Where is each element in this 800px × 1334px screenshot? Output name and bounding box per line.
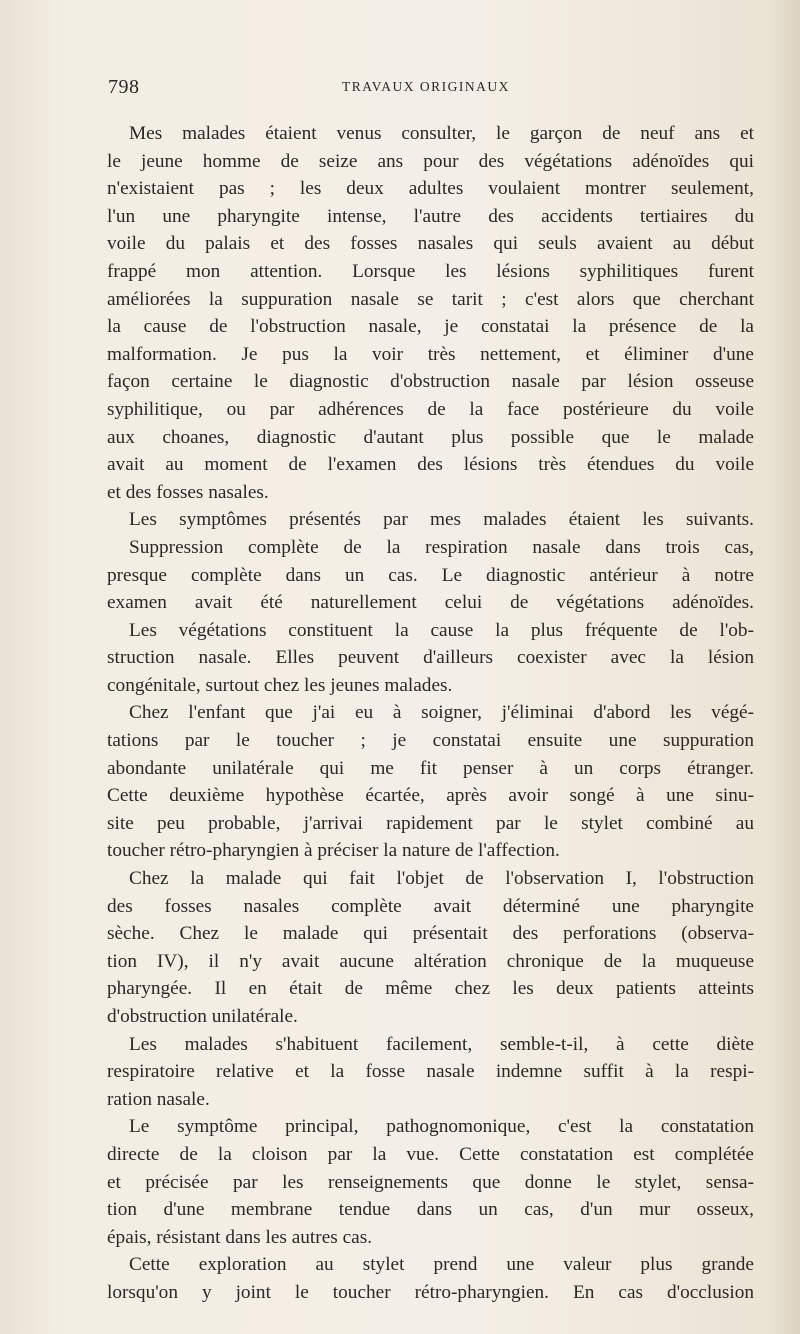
- text-line: des fosses nasales complète avait déterminé une pharyngite: [107, 895, 754, 917]
- text-line: Mes malades étaient venus consulter, le garçon de neuf ans et: [129, 123, 754, 144]
- text-line: pharyngée. Il en était de même chez les deux patients atteints: [107, 978, 754, 1000]
- text-line: tations par le toucher ; je constatai ensuite une suppuration: [107, 730, 754, 752]
- text-line: toucher rétro-pharyngien à préciser la nature de l'affection.: [107, 840, 560, 862]
- text-line: avait au moment de l'examen des lésions très étendues du voile: [107, 454, 754, 476]
- text-line: syphilitique, ou par adhérences de la face postérieure du voile: [107, 398, 754, 420]
- text-line: abondante unilatérale qui me fit penser à un corps étranger.: [107, 757, 754, 779]
- text-line: et précisée par les renseignements que donne le stylet, sensa-: [107, 1171, 754, 1193]
- text-line: le jeune homme de seize ans pour des végétations adénoïdes qui: [107, 150, 754, 172]
- text-line: et des fosses nasales.: [107, 481, 269, 503]
- text-line: la cause de l'obstruction nasale, je constatai la présence de la: [107, 316, 754, 338]
- text-line: struction nasale. Elles peuvent d'ailleurs coexister avec la lésion: [107, 647, 754, 669]
- text-line: n'existaient pas ; les deux adultes voulaient montrer seulement,: [107, 178, 754, 200]
- text-line: voile du palais et des fosses nasales qui seuls avaient au début: [107, 233, 754, 255]
- text-line: ration nasale.: [107, 1088, 210, 1110]
- text-line: aux choanes, diagnostic d'autant plus possible que le malade: [107, 426, 754, 448]
- text-line: Cette deuxième hypothèse écartée, après avoir songé à une sinu-: [107, 785, 754, 807]
- text-line: améliorées la suppuration nasale se tarit ; c'est alors que cherchant: [107, 288, 754, 310]
- body-text: [107, 120, 754, 1307]
- text-line: Suppression complète de la respiration nasale dans trois cas,: [129, 536, 754, 558]
- text-line: respiratoire relative et la fosse nasale indemne suffit à la respi-: [107, 1061, 754, 1083]
- text-line: d'obstruction unilatérale.: [107, 1006, 298, 1027]
- text-line: façon certaine le diagnostic d'obstruction nasale par lésion osseuse: [107, 371, 754, 393]
- text-line: site peu probable, j'arrivai rapidement par le stylet combiné au: [107, 812, 754, 834]
- text-line: Cette exploration au stylet prend une valeur plus grande: [129, 1254, 754, 1276]
- text-line: examen avait été naturellement celui de végétations adénoïdes.: [107, 592, 754, 614]
- text-line: Les végétations constituent la cause la plus fréquente de l'ob-: [129, 619, 754, 641]
- page-number: 798: [108, 76, 140, 98]
- text-line: Chez la malade qui fait l'objet de l'observation I, l'obstruction: [129, 868, 754, 890]
- text-line: Les symptômes présentés par mes malades étaient les suivants.: [129, 509, 754, 531]
- text-line: épais, résistant dans les autres cas.: [107, 1226, 373, 1248]
- text-line: lorsqu'on y joint le toucher rétro-pharyngien. En cas d'occlusion: [107, 1281, 754, 1303]
- text-line: congénitale, surtout chez les jeunes malades.: [107, 674, 453, 696]
- text-line: Le symptôme principal, pathognomonique, c'est la constatation: [129, 1116, 754, 1138]
- text-line: malformation. Je pus la voir très nettement, et éliminer d'une: [107, 343, 754, 365]
- text-line: sèche. Chez le malade qui présentait des perforations (observa-: [107, 923, 754, 945]
- text-line: directe de la cloison par la vue. Cette constatation est complétée: [107, 1143, 754, 1165]
- text-line: Les malades s'habituent facilement, semble-t-il, à cette diète: [129, 1033, 754, 1055]
- text-line: l'un une pharyngite intense, l'autre des accidents tertiaires du: [107, 205, 754, 227]
- text-line: Chez l'enfant que j'ai eu à soigner, j'éliminai d'abord les végé-: [129, 702, 754, 724]
- text-line: tion d'une membrane tendue dans un cas, d'un mur osseux,: [107, 1199, 754, 1221]
- text-line: tion IV), il n'y avait aucune altération chronique de la muqueuse: [107, 950, 754, 972]
- text-line: frappé mon attention. Lorsque les lésions syphilitiques furent: [107, 260, 754, 282]
- running-head: TRAVAUX ORIGINAUX: [342, 79, 510, 94]
- text-line: presque complète dans un cas. Le diagnostic antérieur à notre: [107, 564, 754, 586]
